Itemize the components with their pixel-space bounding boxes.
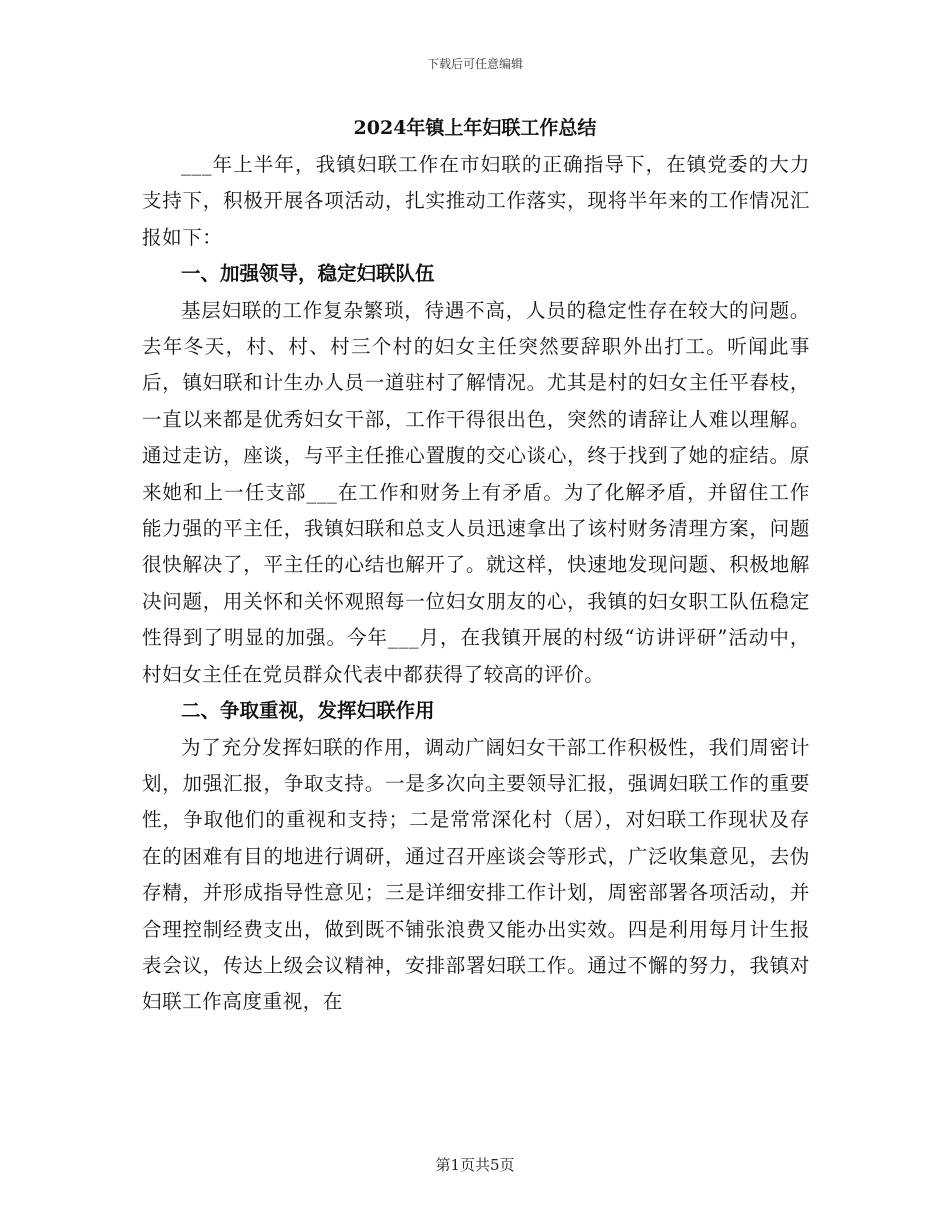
document-body [142,147,810,1021]
section-2-heading: 二、争取重视，发挥妇联作用 [181,699,435,723]
section-1-heading: 一、加强领导，稳定妇联队伍 [181,262,435,286]
intro-paragraph: ___年上半年，我镇妇联工作在市妇联的正确指导下，在镇党委的大力支持下，积极开展各项活动，扎实推动工作落实，现将半年来的工作情况汇报如下： [142,153,810,249]
section-1-paragraph: 基层妇联的工作复杂繁琐，待遇不高，人员的稳定性存在较大的问题。去年冬天，村、村、村三个村的妇女主任突然要辞职外出打工。听闻此事后，镇妇联和计生办人员一道驻村了解情况。尤其是村的妇女主任平春枝，一直以来都是优秀妇女干部，工作干得很出色，突然的请辞让人难以理解。通过走访，座谈，与平主任推心置腹的交心谈心，终于找到了她的症结。原来她和上一任支部___在工作和财务上有矛盾。为了化解矛盾，并留住工作能力强的平主任，我镇妇联和总支人员迅速拿出了该村财务清理方案，问题很快解决了，平主任的心结也解开了。就这样，快速地发现问题、积极地解决问题，用关怀和关怀观照每一位妇女朋友的心，我镇的妇女职工队伍稳定性得到了明显的加强。今年___月，在我镇开展的村级“访讲评研”活动中，村妇女主任在党员群众代表中都获得了较高的评价。 [142,298,810,686]
page-header-note: 下载后可任意编辑 [426,57,523,71]
section-2-paragraph: 为了充分发挥妇联的作用，调动广阔妇女干部工作积极性，我们周密计划，加强汇报，争取支持。一是多次向主要领导汇报，强调妇联工作的重要性，争取他们的重视和支持；二是常常深化村（居），对妇联工作现状及存在的困难有目的地进行调研，通过召开座谈会等形式，广泛收集意见，去伪存精，并形成指导性意见；三是详细安排工作计划，周密部署各项活动，并合理控制经费支出，做到既不铺张浪费又能办出实效。四是利用每月计生报表会议，传达上级会议精神，安排部署妇联工作。通过不懈的努力，我镇对妇联工作高度重视，在 [142,735,810,1014]
document-title: 2024年镇上年妇联工作总结 [353,117,597,139]
page-number-footer: 第1页共5页 [435,1156,515,1174]
